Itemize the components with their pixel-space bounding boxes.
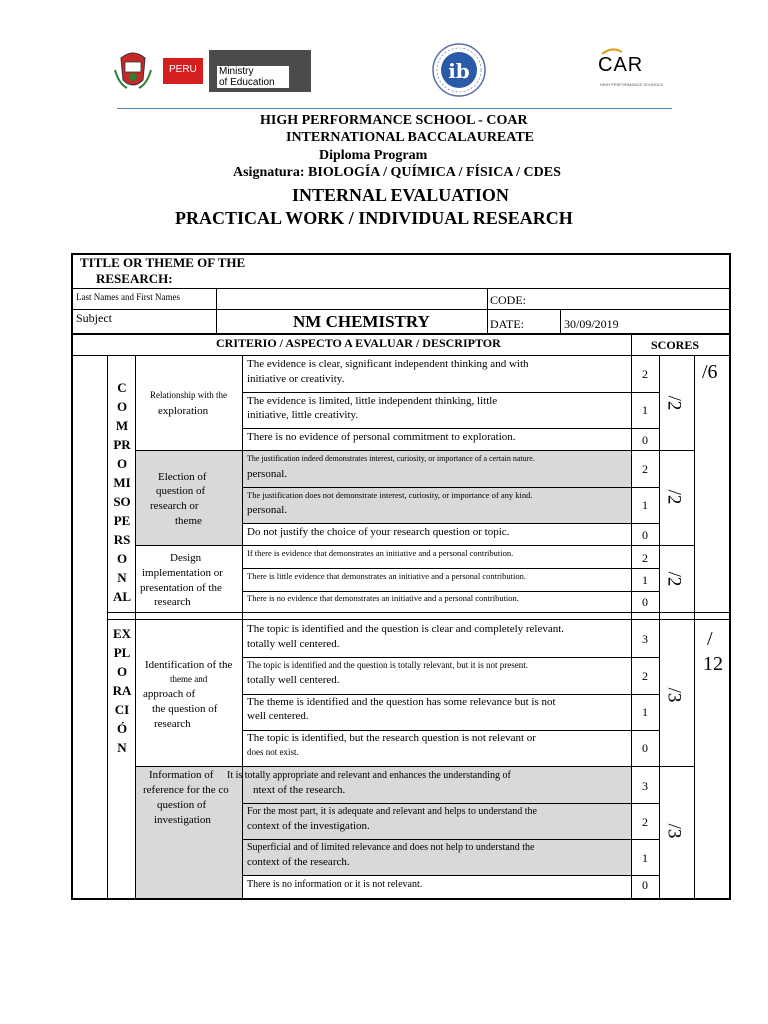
aspect-label: theme [175, 515, 202, 527]
descriptor: The topic is identified and the question is totally relevant, but it is not present. [247, 660, 528, 670]
aspect-label: reference for the co [143, 784, 229, 796]
descriptor: Do not justify the choice of your research question or topic. [247, 526, 510, 538]
descriptor: The justification does not demonstrate interest, curiosity, or importance of any kind. [247, 490, 533, 500]
criteria-header: CRITERIO / ASPECTO A EVALUAR / DESCRIPTOR [216, 336, 501, 350]
descriptor: context of the investigation. [247, 820, 370, 832]
descriptor: context of the research. [247, 856, 350, 868]
descriptor: personal. [247, 468, 288, 480]
aspect-label: Information of [149, 769, 214, 781]
date-value: 30/09/2019 [564, 317, 619, 331]
descriptor: For the most part, it is adequate and relevant and helps to understand the [247, 806, 537, 817]
aspect-label: implementation or [142, 567, 223, 579]
aspect-label: theme and [170, 674, 208, 684]
descriptor: There is no information or it is not relevant. [247, 879, 423, 890]
section-compromiso-personal-label: C O M PR O MI SO PE RS O N AL [112, 380, 132, 604]
peru-crest-icon [113, 50, 153, 92]
descriptor: The topic is identified and the question is clear and completely relevant. [247, 623, 565, 635]
school-name: HIGH PERFORMANCE SCHOOL - COAR [260, 113, 528, 128]
score: 2 [642, 815, 648, 829]
aspect-label: Relationship with the [150, 390, 227, 400]
section2-total-slash: / [707, 628, 713, 650]
score: 0 [642, 595, 648, 609]
date-label: DATE: [490, 317, 524, 331]
subject-value: NM CHEMISTRY [293, 312, 430, 331]
aspect-label: question of [157, 799, 207, 811]
descriptor: It is totally appropriate and relevant and enhances the understanding of [227, 770, 511, 781]
score: 0 [642, 433, 648, 447]
aspect-label: research [154, 596, 191, 608]
aspect-label: Identification of the [145, 659, 233, 671]
aspect-label: research [154, 718, 191, 730]
svg-text:ib: ib [448, 59, 470, 83]
descriptor: If there is evidence that demonstrates an initiative and a personal contribution. [247, 548, 514, 558]
program-name: INTERNATIONAL BACCALAUREATE [286, 130, 535, 145]
code-label: CODE: [490, 293, 526, 307]
subtotal: /2 [663, 571, 685, 587]
descriptor: There is little evidence that demonstrates an initiative and a personal contribution. [247, 571, 526, 581]
descriptor: totally well centered. [247, 638, 340, 650]
descriptor: The theme is identified and the question has some relevance but is not [247, 696, 556, 708]
aspect-label: research or [150, 500, 199, 512]
ministry-logo [113, 50, 311, 92]
peru-label: PERU [169, 64, 197, 75]
descriptor: The topic is identified, but the research question is not relevant or [247, 732, 536, 744]
descriptor: initiative or creativity. [247, 373, 345, 385]
aspect-label: Election of [158, 471, 207, 483]
title-label-2: RESEARCH: [96, 271, 173, 286]
aspect-label: question of [156, 485, 206, 497]
descriptor: There is no evidence that demonstrates an initiative and a personal contribution. [247, 593, 519, 603]
score: 1 [642, 573, 648, 587]
score: 3 [642, 779, 648, 793]
aspect-label: exploration [158, 405, 209, 417]
score: 2 [642, 462, 648, 476]
section2-total: 12 [703, 653, 723, 675]
diploma-program: Diploma Program [319, 148, 428, 163]
score: 2 [642, 551, 648, 565]
subject-label: Subject [76, 311, 112, 325]
aspect-label: presentation of the [140, 582, 222, 594]
aspect-label: investigation [154, 814, 211, 826]
aspect-label: approach of [143, 688, 196, 700]
car-accent-icon [602, 48, 622, 56]
subtotal: /3 [663, 687, 685, 703]
score: 0 [642, 741, 648, 755]
descriptor: The evidence is clear, significant independent thinking and with [247, 358, 529, 370]
page-subtitle: PRACTICAL WORK / INDIVIDUAL RESEARCH [175, 208, 573, 228]
descriptor: personal. [247, 504, 288, 516]
subtotal: /2 [663, 395, 685, 411]
section1-total: /6 [702, 361, 718, 383]
score: 3 [642, 632, 648, 646]
score: 0 [642, 528, 648, 542]
header-divider [117, 108, 672, 109]
score: 2 [642, 367, 648, 381]
car-subtitle: HIGH PERFORMANCE SCHOOLS [600, 82, 663, 87]
descriptor: totally well centered. [247, 674, 340, 686]
page-title: INTERNAL EVALUATION [292, 185, 509, 205]
car-label: CAR [598, 54, 644, 76]
coar-logo [598, 48, 748, 92]
aspect-label: the question of [152, 703, 218, 715]
scores-header: SCORES [651, 338, 700, 352]
aspect-label: Design [170, 552, 202, 564]
score: 1 [642, 705, 648, 719]
score: 1 [642, 403, 648, 417]
descriptor: The justification indeed demonstrates interest, curiosity, or importance of a certain nature. [247, 454, 535, 463]
score: 0 [642, 878, 648, 892]
ministry-line1: Ministry [219, 66, 254, 77]
subjects-line: Asignatura: BIOLOGÍA / QUÍMICA / FÍSICA / CDES [233, 165, 561, 180]
score: 1 [642, 851, 648, 865]
descriptor: The evidence is limited, little independent thinking, little [247, 395, 498, 407]
names-label: Last Names and First Names [76, 292, 180, 302]
subtotal: /2 [663, 489, 685, 505]
descriptor: Superficial and of limited relevance and does not help to understand the [247, 842, 535, 853]
descriptor: initiative, little creativity. [247, 409, 359, 421]
descriptor: well centered. [247, 710, 309, 722]
score: 2 [642, 669, 648, 683]
descriptor: ntext of the research. [253, 784, 346, 796]
subtotal: /3 [663, 823, 685, 839]
title-label: TITLE OR THEME OF THE [80, 255, 246, 270]
ministry-line2: of Education [219, 77, 275, 88]
section-exploracion-label: EX PL O RA CI Ó N [112, 626, 132, 755]
score: 1 [642, 498, 648, 512]
ib-logo-icon [429, 42, 489, 98]
descriptor: does not exist. [247, 747, 299, 757]
descriptor: There is no evidence of personal commitment to exploration. [247, 431, 516, 443]
